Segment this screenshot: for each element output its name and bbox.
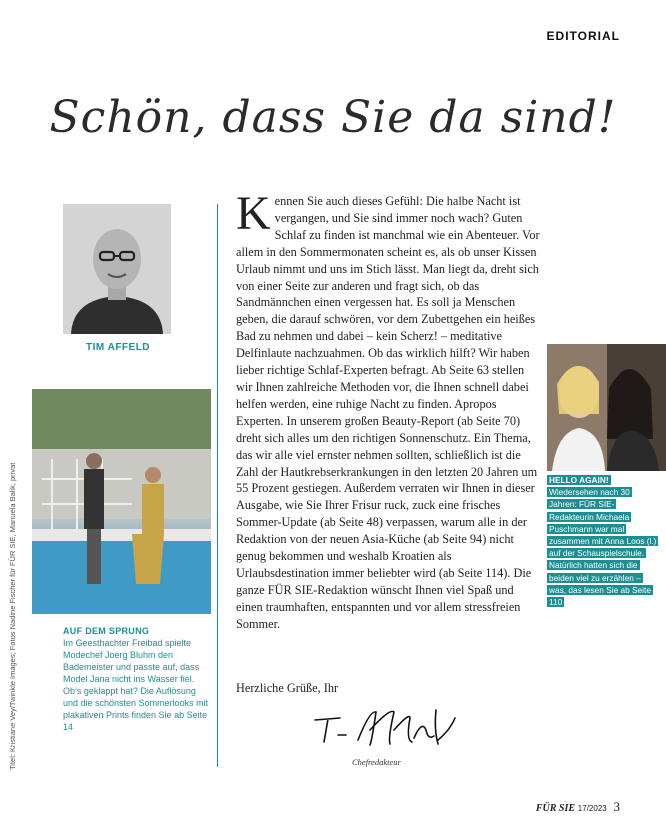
hello-again-photo: [547, 344, 666, 471]
pool-photo: [32, 389, 211, 614]
photo-credit: Titel: Kristiane Vey/Twinkle Images; Fotos Nadine Fischer für FÜR SIE, Manuela Balik, privat: [8, 462, 17, 770]
greeting: Herzliche Grüße, Ihr: [236, 681, 339, 695]
hello-caption-title: HELLO AGAIN!: [549, 475, 609, 485]
hello-caption-text: Wiedersehen nach 30 Jahren: FÜR SIE-Redakteurin Michaela Puschmann war mal zusammen mit Anna Loos (l.) auf der Schauspielschule. Natürlich hatten sich die beiden viel zu erzählen – was, das lesen Sie ab Seite 110: [549, 487, 657, 608]
editorial-body: [236, 187, 541, 633]
footer-issue: 17/2023: [577, 804, 607, 813]
pool-caption-text: Im Geesthachter Freibad spielte Modechef Joerg Bluhm den Bademeister und passte auf, dass Model Jana nicht ins Wasser fiel. Ob’s geklappt hat? Die Auflösung und die schönsten Sommerlooks mit plakativen Prints finden Sie ab Seite 14: [63, 638, 209, 732]
hello-caption: [547, 474, 659, 608]
pool-caption-title: AUF DEM SPRUNG: [63, 626, 150, 636]
signature-image: [310, 700, 460, 760]
page-number: 3: [613, 799, 620, 814]
signature-role: Chefredakteur: [352, 757, 401, 767]
dropcap: K: [236, 187, 271, 240]
section-label: EDITORIAL: [546, 29, 620, 43]
headline: Schön, dass Sie da sind!: [49, 92, 617, 143]
editorial-text: ennen Sie auch dieses Gefühl: Die halbe Nacht ist vergangen, und Sie sind immer noch wach? Guten Schlaf zu finden ist manchmal wie ein Abenteuer. Vor allem in den Sommermonaten scheint es, als ob unser Kissen Urlaub nimmt und uns im Stich lässt. Man liegt da, dreht sich von einer Seite zur anderen und fragt sich, ob das Sandmännchen einen vergessen hat. Es soll ja Menschen geben, die darauf schwören, vor dem Zubettgehen ein heißes Bad zu nehmen und dabei – kein Scherz! – meditative Delfinlaute nachzuahmen. Ob das wirklich hilft? Wir haben lieber richtige Schlaf-Experten befragt. Ab Seite 63 stellen wir Ihnen zahlreiche Methoden vor, die Ihnen schnell dabei helfen werden, eine ruhige Nacht zu finden. Apropos Experten. In unserem großen Beauty-Report (ab Seite 70) dreht sich alles um den richtigen Sonnenschutz. Ein Thema, das wir alle viel ernster nehmen sollten, schließlich ist die Zahl der Hautkrebserkrankungen in den letzten 20 Jahren um 55 Prozent gestiegen. Außerdem verraten wir Ihnen in dieser Ausgabe, wie Sie Ihrer Frisur ruck, zuck eine frisches Sommer-Update (ab Seite 48) verpassen, warum alle in der Redaktion von der neuen Asia-Küche (ab Seite 94) nicht genug bekommen und weshalb Kroatien als Urlaubsdestination immer beliebter wird (ab Seite 114). Die ganze FÜR SIE-Redaktion wünscht Ihnen viel Spaß und einen traumhaften, entspannten und vor allem stressfreien Sommer.: [236, 194, 540, 631]
page-footer: [536, 799, 620, 815]
pool-caption: [63, 625, 211, 733]
column-divider: [217, 204, 218, 767]
editor-name: TIM AFFELD: [85, 342, 151, 353]
editor-portrait-photo: [63, 204, 171, 334]
footer-brand: FÜR SIE: [535, 803, 576, 814]
